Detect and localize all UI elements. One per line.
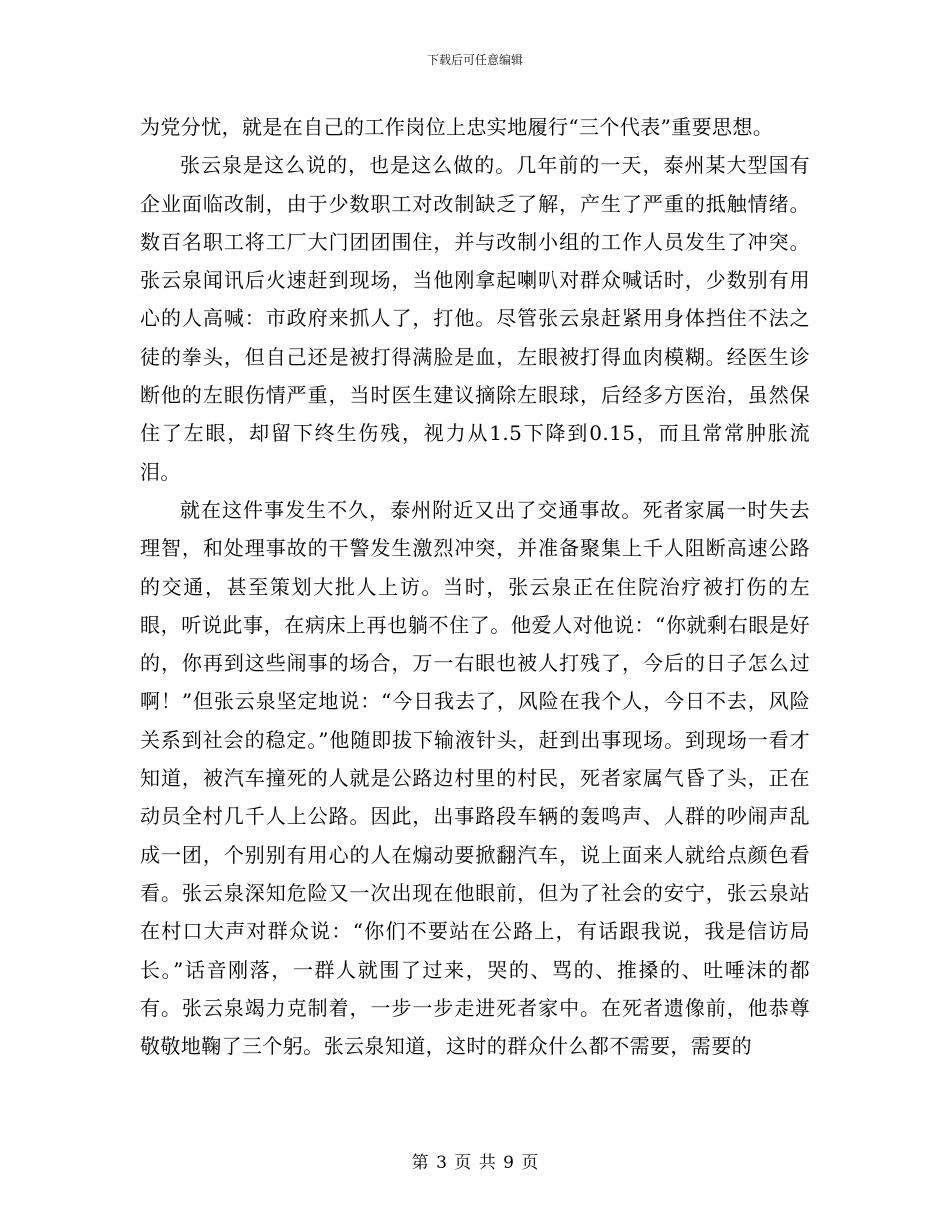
paragraph-2: 张云泉是这么说的，也是这么做的。几年前的一天，泰州某大型国有企业面临改制，由于少数职工对改制缺乏了解，产生了严重的抵触情绪。数百名职工将工厂大门团团围住，并与改制小组的工作人员发生了冲突。张云泉闻讯后火速赶到现场，当他刚拿起喇叭对群众喊话时，少数别有用心的人高喊：市政府来抓人了，打他。尽管张云泉赶紧用身体挡住不法之徒的拳头，但自己还是被打得满脸是血，左眼被打得血肉模糊。经医生诊断他的左眼伤情严重，当时医生建议摘除左眼球，后经多方医治，虽然保住了左眼，却留下终生伤残，视力从1.5下降到0.15，而且常常肿胀流泪。	[140, 153, 810, 484]
paragraph-3: 就在这件事发生不久，泰州附近又出了交通事故。死者家属一时失去理智，和处理事故的干警发生激烈冲突，并准备聚集上千人阻断高速公路的交通，甚至策划大批人上访。当时，张云泉正在住院治疗被打伤的左眼，听说此事，在病床上再也躺不住了。他爱人对他说：“你就剩右眼是好的，你再到这些闹事的场合，万一右眼也被人打残了，今后的日子怎么过啊！”但张云泉坚定地说：“今日我去了，风险在我个人，今日不去，风险关系到社会的稳定。”他随即拔下输液针头，赶到出事现场。到现场一看才知道，被汽车撞死的人就是公路边村里的村民，死者家属气昏了头，正在动员全村几千人上公路。因此，出事路段车辆的轰鸣声、人群的吵闹声乱成一团，个别别有用心的人在煽动要掀翻汽车，说上面来人就给点颜色看看。张云泉深知危险又一次出现在他眼前，但为了社会的安宁，张云泉站在村口大声对群众说：“你们不要站在公路上，有话跟我说，我是信访局长。”话音刚落，一群人就围了过来，哭的、骂的、推搡的、吐唾沫的都有。张云泉竭力克制着，一步一步走进死者家中。在死者遗像前，他恭尊敬敬地鞠了三个躬。张云泉知道，这时的群众什么都不需要，需要的	[140, 497, 810, 1059]
paragraph-1: 为党分忧，就是在自己的工作岗位上忠实地履行“三个代表”重要思想。	[140, 115, 774, 139]
page-header: 下载后可任意编辑	[426, 53, 523, 67]
document-body	[140, 108, 810, 1065]
page-footer: 第 3 页 共 9 页	[411, 1153, 539, 1173]
